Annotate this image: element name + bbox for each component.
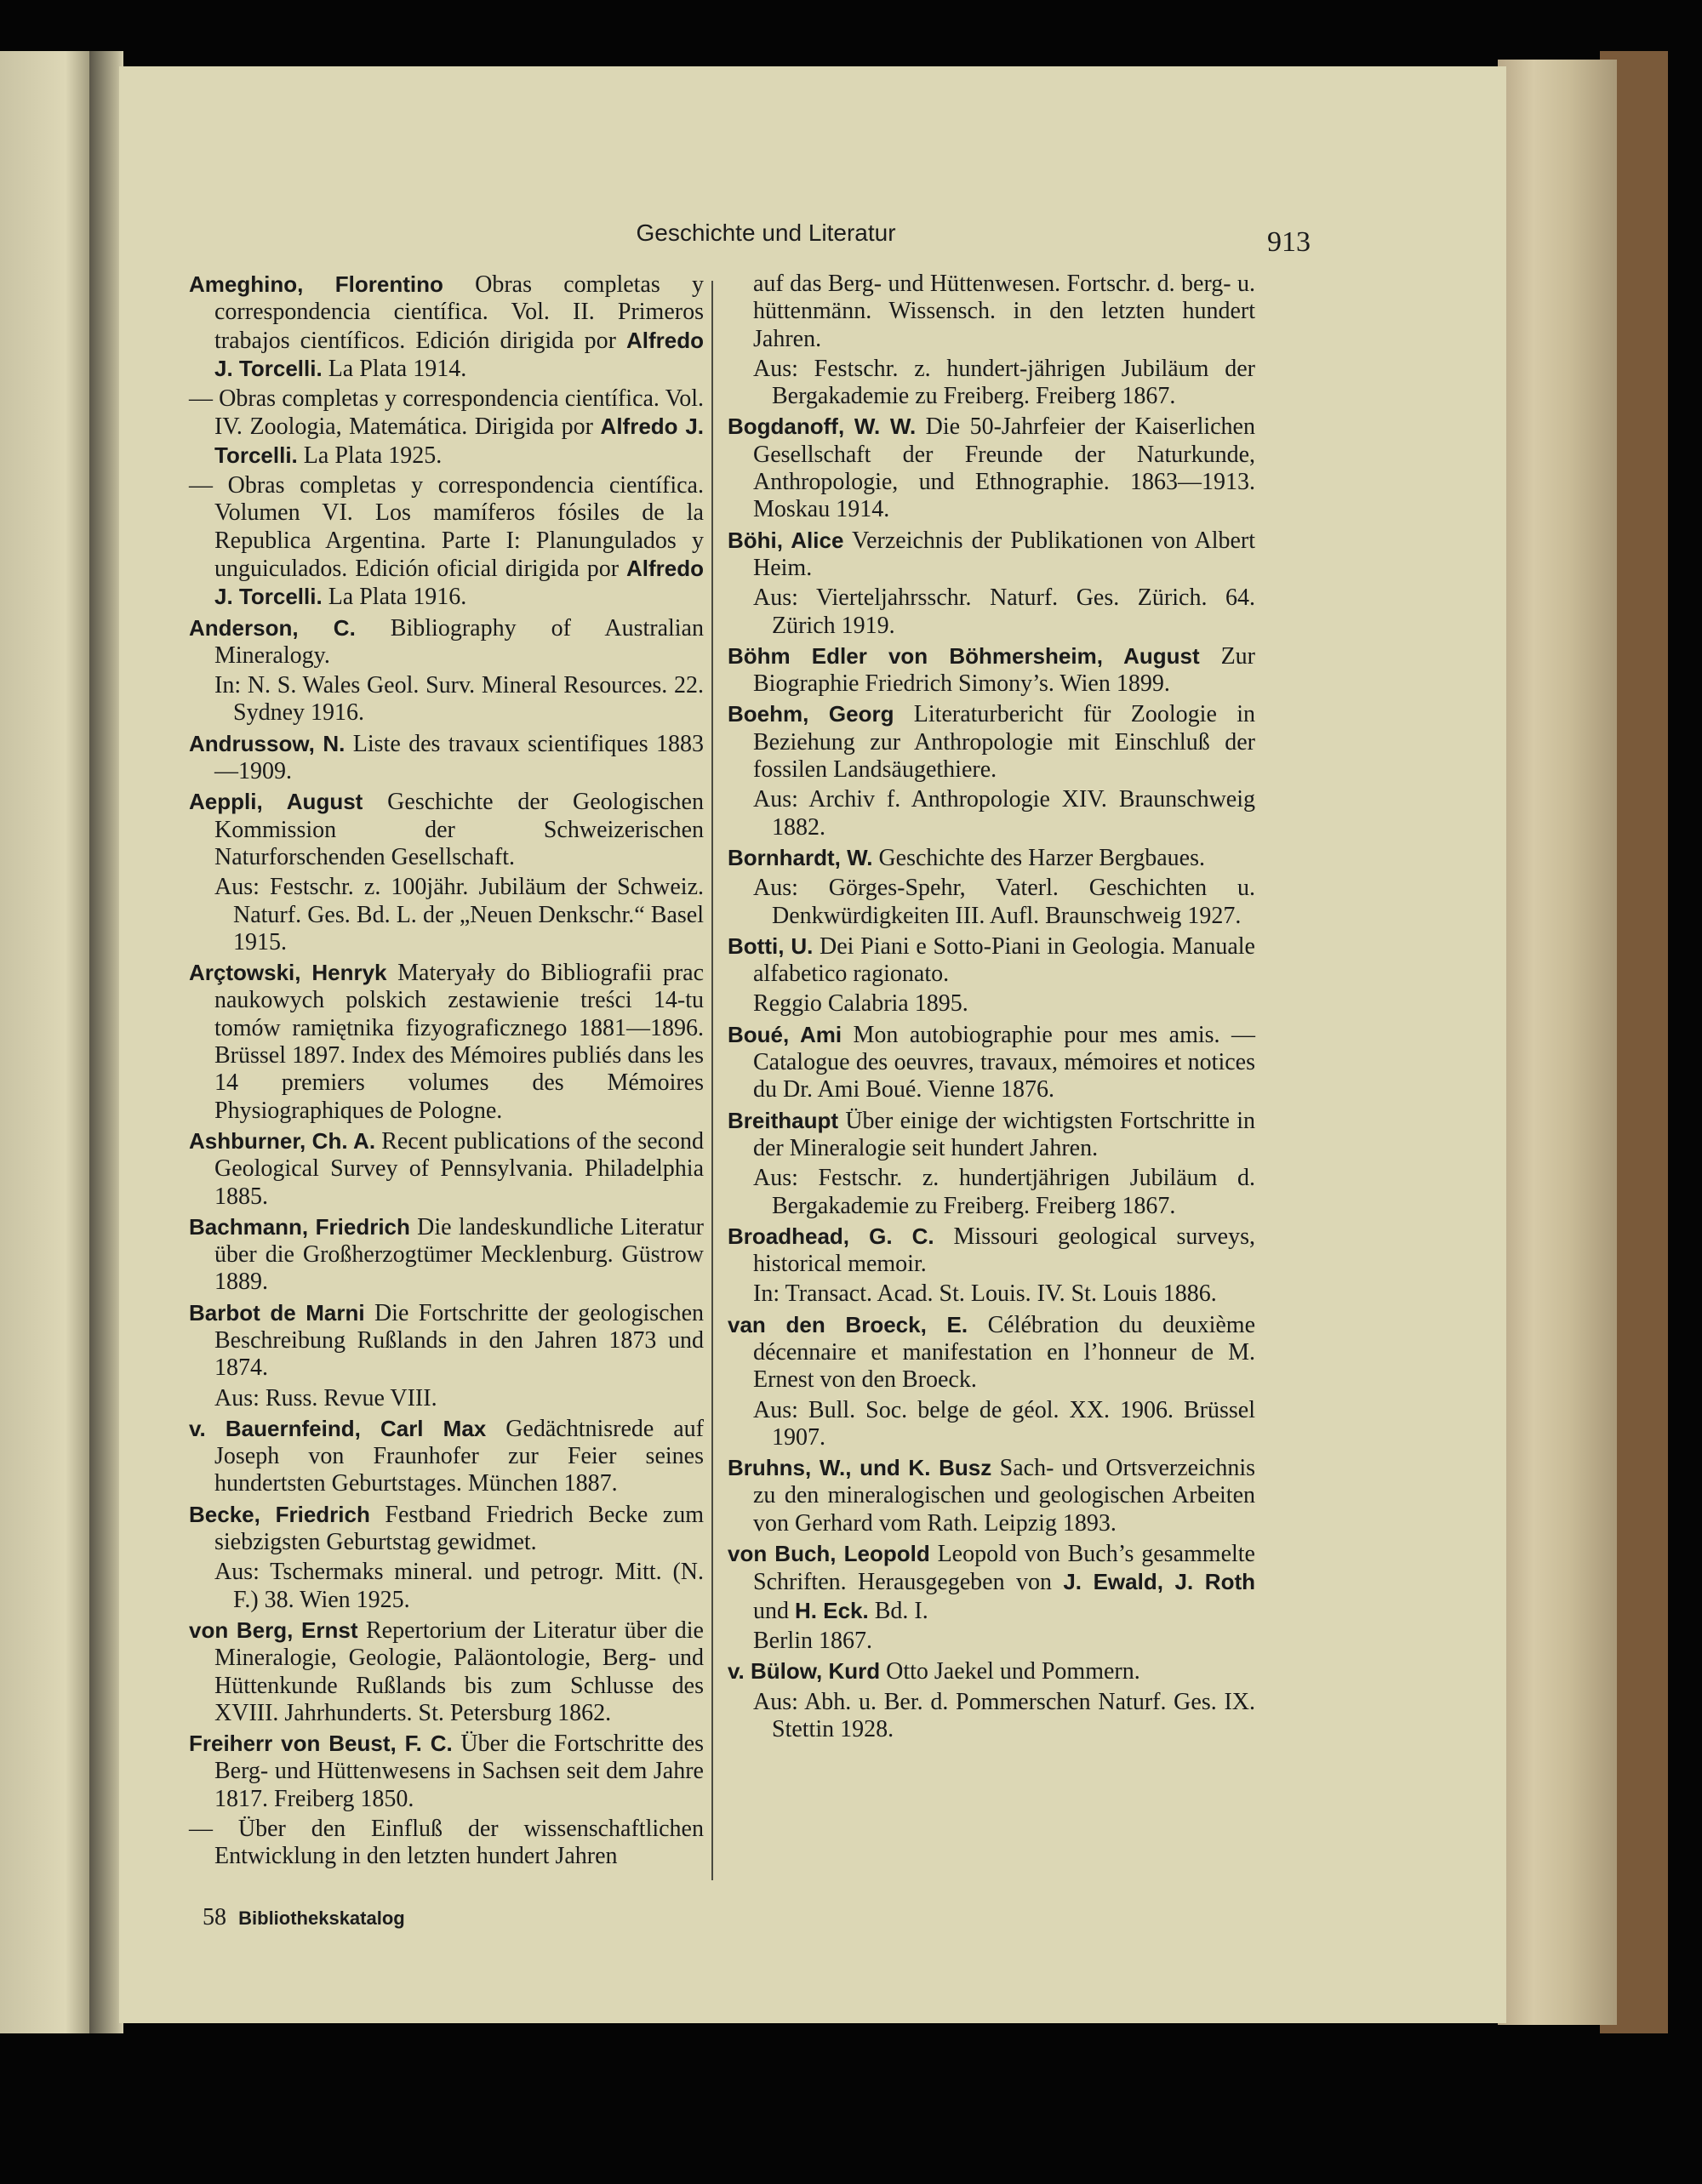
left-column [189,271,704,1873]
catalog-entry [189,385,704,470]
entry-text: Über die Fortschritte des Berg- und Hüttenwesens in Sachsen seit dem Jahre 1817. Freiberg 1850. [214,1731,704,1812]
entry-text: Aus: Archiv f. Anthropologie XIV. Braunschweig 1882. [753,786,1255,841]
catalog-entry [189,472,704,611]
entry-text: Gedächtnisrede auf Joseph von Fraunhofer zur Feier seines hundertsten Geburtstages. München 1887. [214,1415,704,1497]
catalog-entry [189,730,704,786]
entry-text: Reggio Calabria 1895. [753,990,968,1018]
author-name: Böhi, Alice [728,527,844,553]
entry-text: In: N. S. Wales Geol. Surv. Mineral Resources. 22. Sydney 1916. [214,672,704,727]
signature-footer [203,1904,405,1931]
signature-label: Bibliothekskatalog [238,1907,405,1929]
entry-text: Missouri geological surveys, historical memoir. [753,1223,1255,1278]
catalog-entry [189,959,704,1125]
entry-text: Aus: Russ. Revue VIII. [214,1384,437,1411]
entry-text: Die landeskundliche Literatur über die Großherzogtümer Mecklenburg. Güstrow 1889. [214,1213,704,1296]
entry-source [728,1397,1255,1452]
author-name: Freiherr von Beust, F. C. [189,1731,453,1757]
author-name: Bornhardt, W. [728,844,873,870]
catalog-entry [189,1213,704,1297]
author-name: von Buch, Leopold [728,1541,930,1567]
entry-text: Geschichte der Geologischen Kommission der Schweizerischen Naturforschenden Gesellschaft. [214,789,704,870]
author-name: v. Bülow, Kurd [728,1658,881,1685]
catalog-entry [189,1299,704,1383]
entry-text: und [753,1597,795,1624]
author-name: Bogdanoff, W. W. [728,413,917,440]
author-name: Botti, U. [728,932,814,959]
catalog-entry [189,788,704,871]
author-name: v. Bauernfeind, Carl Max [189,1415,487,1441]
entry-source [728,1689,1255,1744]
entry-text: Aus: Görges-Spehr, Vaterl. Geschichten u. Denkwürdigkeiten III. Aufl. Braunschweig 1927. [753,875,1255,929]
entry-continuation [728,990,1255,1018]
entry-source [189,672,704,727]
entry-source [728,356,1255,411]
editor-name: J. Ewald, J. Roth [1063,1569,1255,1595]
entry-text: Aus: Bull. Soc. belge de géol. XX. 1906. Brüssel 1907. [753,1396,1255,1451]
entry-text: Aus: Tschermaks mineral. und petrogr. Mitt. (N. F.) 38. Wien 1925. [214,1559,704,1613]
author-name: Ameghino, Florentino [189,271,443,297]
catalog-entry [189,1816,704,1871]
entry-text: Mon autobiographie pour mes amis. — Catalogue des oeuvres, travaux, mémoires et notices du Dr. Ami Boué. Vienne 1876. [753,1021,1256,1103]
entry-source [189,874,704,956]
entry-source [728,1280,1255,1308]
entry-text: Recent publications of the second Geological Survey of Pennsylvania. Philadelphia 1885. [214,1127,704,1210]
author-name: Anderson, C. [189,614,356,641]
catalog-entry [728,1107,1255,1163]
entry-text: Bibliography of Australian Mineralogy. [214,614,704,669]
catalog-entry [189,614,704,670]
entry-source [728,1165,1255,1220]
running-header: Geschichte und Literatur [636,220,896,246]
entry-continuation [728,1628,1255,1655]
entry-source [189,1385,704,1412]
book-gutter [89,51,123,2033]
catalog-entry [728,527,1255,583]
entry-source [189,1559,704,1614]
author-name: Arçtowski, Henryk [189,960,387,986]
catalog-entry [728,1454,1255,1537]
entry-text: Die 50-Jahrfeier der Kaiserlichen Gesellschaft der Freunde der Naturkunde, Anthropologie, und Ethnographie. 1863—1913. Moskau 1914. [753,413,1255,523]
author-name: Böhm Edler von Böhmersheim, August [728,642,1200,669]
editor-name: Alfredo J. Torcelli. [214,555,704,610]
author-name: Boué, Ami [728,1021,842,1047]
entry-text: Repertorium der Literatur über die Mineralogie, Geologie, Paläontologie, Berg- und Hüttenkunde Rußlands bis zum Schlusse des XVIII. Jahrhunderts. St. Petersburg 1862. [214,1617,704,1726]
entry-text: — Obras completas y correspondencia científica. Vol. IV. Zoologia, Matemática. Dirigida por [189,385,704,441]
editor-name: Alfredo J. Torcelli. [214,413,704,468]
catalog-entry [728,1657,1255,1685]
entry-text: Verzeichnis der Publikationen von Albert Heim. [753,527,1256,581]
entry-text: — Über den Einfluß der wissenschaftlichen Entwicklung in den letzten hundert Jahren [189,1816,704,1870]
entry-text: Dei Piani e Sotto-Piani in Geologia. Manuale alfabetico ragionato. [753,932,1255,988]
author-name: Boehm, Georg [728,701,894,727]
entry-text: In: Transact. Acad. St. Louis. IV. St. Louis 1886. [753,1280,1217,1308]
author-name: Bruhns, W., und K. Busz [728,1455,992,1481]
author-name: Ashburner, Ch. A. [189,1127,376,1154]
entry-text: Célébration du deuxième décennaire et manifestation en l’honneur de M. Ernest von den Broeck. [753,1311,1255,1394]
entry-text: Aus: Festschr. z. hundertjährigen Jubiläum d. Bergakademie zu Freiberg. Freiberg 1867. [753,1165,1255,1219]
entry-text: Geschichte des Harzer Bergbaues. [872,844,1205,871]
catalog-entry [728,844,1255,872]
entry-text: Sach- und Ortsverzeichnis zu den mineralogischen und geologischen Arbeiten von Gerhard vom Rath. Leipzig 1893. [753,1455,1255,1537]
catalog-entry [189,1617,704,1727]
author-name: Aeppli, August [189,789,363,815]
entry-text: auf das Berg- und Hüttenwesen. Fortschr. d. berg- u. hüttenmänn. Wissensch. in den letzten hundert Jahren. [753,271,1255,352]
catalog-entry [728,413,1255,523]
catalog-entry [728,1540,1255,1625]
entry-text: Aus: Abh. u. Ber. d. Pommerschen Naturf. Ges. IX. Stettin 1928. [753,1688,1255,1742]
entry-text: Obras completas y correspondencia científica. Vol. II. Primeros trabajos científicos. Edición dirigida por [214,271,704,354]
page-stack-edge [1498,60,1617,2025]
catalog-entry [728,1311,1255,1394]
catalog-entry [728,1223,1255,1279]
author-name: Barbot de Marni [189,1299,365,1326]
entry-text: Leopold von Buch’s gesammelte Schriften. Herausgegeben von [753,1541,1255,1596]
entry-text: Zur Biographie Friedrich Simony’s. Wien 1899. [753,642,1255,698]
entry-text: Aus: Vierteljahrsschr. Naturf. Ges. Zürich. 64. Zürich 1919. [753,584,1255,639]
catalog-entry [728,932,1255,989]
entry-text: La Plata 1914. [322,355,467,382]
right-column [728,271,1255,1746]
editor-name: Alfredo J. Torcelli. [214,327,704,381]
entry-text: Festband Friedrich Becke zum siebzigsten Geburtstag gewidmet. [214,1501,705,1556]
entry-text: La Plata 1916. [322,584,467,611]
author-name: van den Broeck, E. [728,1311,968,1337]
entry-text: — Obras completas y correspondencia científica. Volumen VI. Los mamíferos fósiles de la Republica Argentina. Parte I: Planungulados y unguiculados. Edición oficial dirigida por [189,472,704,582]
entry-text: Aus: Festschr. z. 100jähr. Jubiläum der Schweiz. Naturf. Ges. Bd. L. der „Neuen Denkschr.“ Basel 1915. [214,874,704,955]
page-number: 913 [1267,226,1311,258]
editor-name: H. Eck. [795,1597,869,1623]
catalog-entry [189,1501,704,1557]
entry-text: Die Fortschritte der geologischen Beschreibung Rußlands in den Jahren 1873 und 1874. [214,1299,704,1382]
entry-text: La Plata 1925. [297,442,443,469]
author-name: Andrussow, N. [189,730,346,756]
catalog-entry [189,271,704,383]
entry-text: Otto Jaekel und Pommern. [880,1658,1140,1685]
entry-text: Aus: Festschr. z. hundert-jährigen Jubiläum der Bergakademie zu Freiberg. Freiberg 1867. [753,355,1255,410]
author-name: Bachmann, Friedrich [189,1213,410,1240]
entry-continuation [728,271,1255,353]
entry-source [728,875,1255,930]
author-name: Breithaupt [728,1107,838,1133]
entry-text: Materyały do Bibliografii prac naukowych polskich zestawienie treści 14-tu tomów ramiętnika fizyograficznego 1881—1896. Brüssel 1897. Index des Mémoires publiés dans les 14 premiers volumes des Mémoires Physiographiques de Pologne. [214,960,704,1124]
entry-text: Berlin 1867. [753,1627,872,1654]
author-name: von Berg, Ernst [189,1617,358,1643]
catalog-entry [728,700,1255,784]
catalog-entry [728,642,1255,699]
left-page-edge [0,51,94,2033]
entry-source [728,786,1255,841]
signature-number: 58 [203,1904,226,1930]
catalog-entry [189,1127,704,1211]
catalog-entry [728,1021,1255,1104]
author-name: Broadhead, G. C. [728,1223,934,1249]
catalog-entry [189,1415,704,1498]
entry-text: Bd. I. [868,1597,928,1624]
catalog-entry [189,1730,704,1813]
author-name: Becke, Friedrich [189,1501,370,1527]
entry-text: Über einige der wichtigsten Fortschritte in der Mineralogie seit hundert Jahren. [753,1107,1255,1161]
entry-text: Liste des travaux scientifiques 1883—1909. [214,730,704,785]
column-divider [711,281,713,1880]
entry-source [728,584,1255,640]
entry-text: Literaturbericht für Zoologie in Beziehung zur Anthropologie mit Einschluß der fossilen Landsäugethiere. [753,701,1255,784]
